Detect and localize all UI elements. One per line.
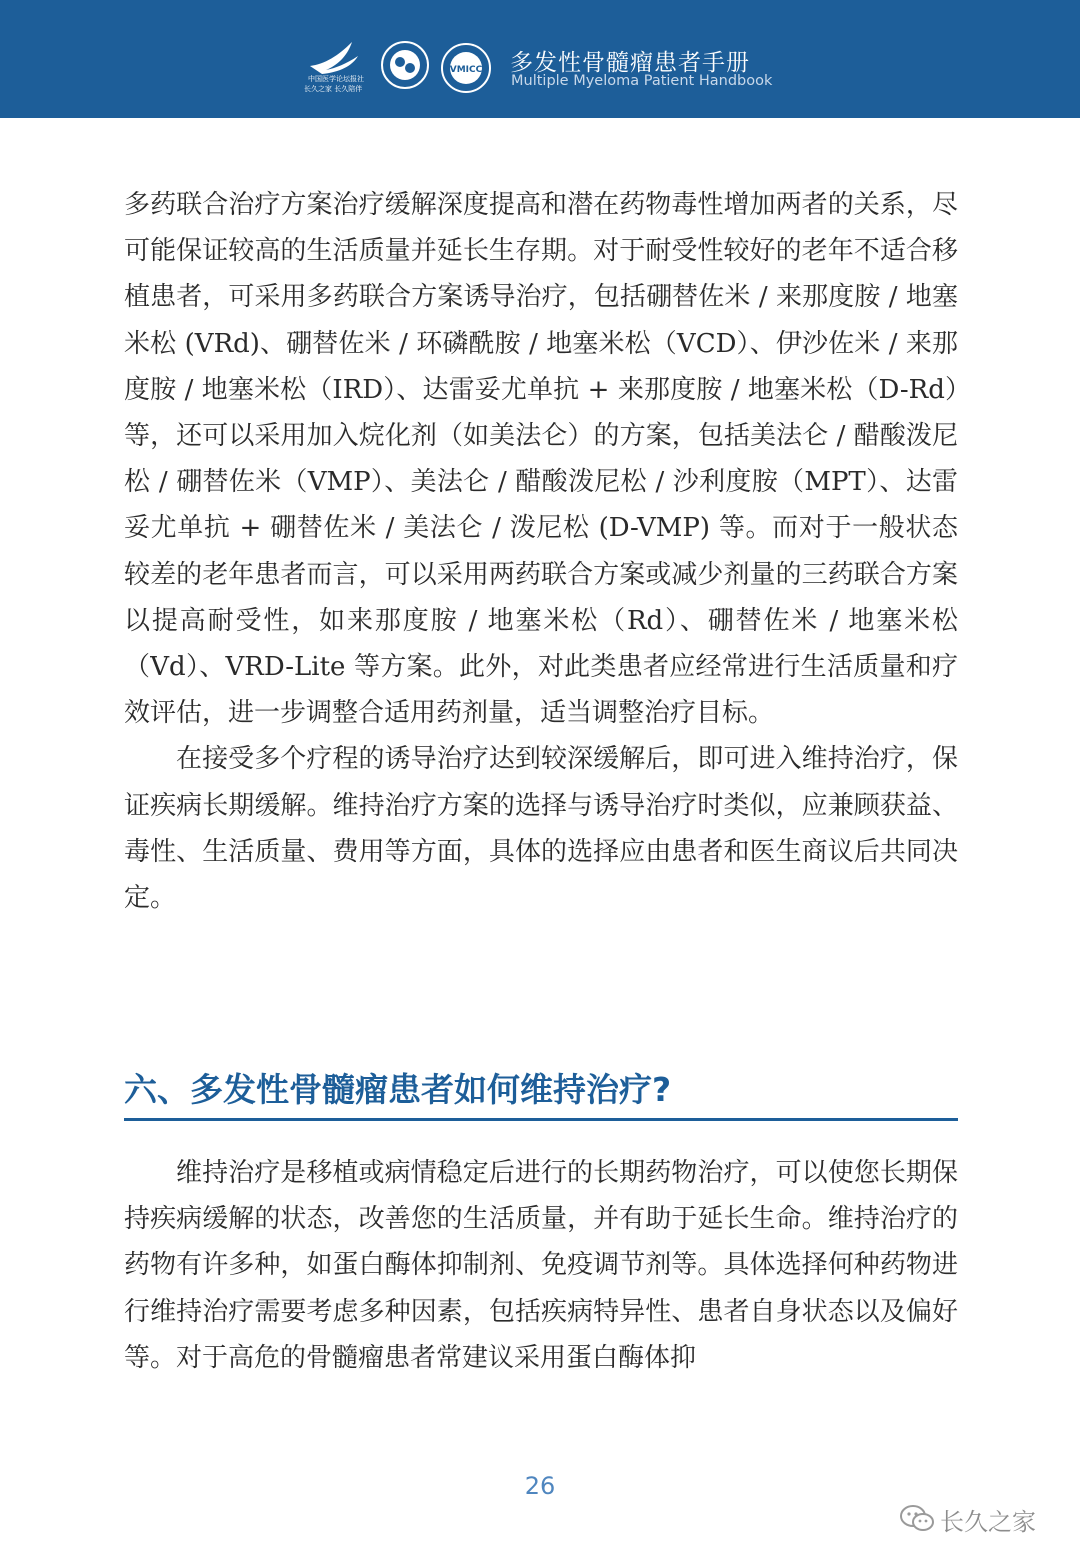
page-number: 26 [524, 1472, 556, 1500]
paragraph-1: 多药联合治疗方案治疗缓解深度提高和潜在药物毒性增加两者的关系，尽可能保证较高的生活质量并延长生存期。对于耐受性较好的老年不适合移植患者，可采用多药联合方案诱导治疗，包括硼替佐米 / 来那度胺 / 地塞米松 (VRd)、硼替佐米 / 环磷酰胺 / 地塞米松（VCD）、伊沙佐米 / 来那度胺 / 地塞米松（IRD）、达雷妥尤单抗 + 来那度胺 / 地塞米松（D-Rd）等，还可以采用加入烷化剂（如美法仑）的方案，包括美法仑 / 醋酸泼尼松 / 硼替佐米（VMP）、美法仑 / 醋酸泼尼松 / 沙利度胺（MPT）、达雷妥尤单抗 + 硼替佐米 / 美法仑 / 泼尼松 (D-VMP) 等。而对于一般状态较差的老年患者而言，可以采用两药联合方案或减少剂量的三药联合方案以提高耐受性，如来那度胺 / 地塞米松（Rd）、硼替佐米 / 地塞米松（Vd）、VRD-Lite 等方案。此外，对此类患者应经常进行生活质量和疗效评估，进一步调整合适用药剂量，适当调整治疗目标。 [124, 190, 958, 729]
section-paragraph-1: 维持治疗是移植或病情稳定后进行的长期药物治疗，可以使您长期保持疾病缓解的状态，改善您的生活质量，并有助于延长生命。维持治疗的药物有许多种，如蛋白酶体抑制剂、免疫调节剂等。具体选择何种药物进行维持治疗需要考虑多种因素，包括疾病特异性、患者自身状态以及偏好等。对于高危的骨髓瘤患者常建议采用蛋白酶体抑 [124, 1158, 958, 1373]
section-heading: 六、多发性骨髓瘤患者如何维持治疗? [124, 1070, 672, 1109]
wechat-icon [898, 1502, 936, 1536]
watermark-text: 长久之家 [940, 1508, 1036, 1536]
paragraph-2: 在接受多个疗程的诱导治疗达到较深缓解后，即可进入维持治疗，保证疾病长期缓解。维持治疗方案的选择与诱导治疗时类似，应兼顾获益、毒性、生活质量、费用等方面，具体的选择应由患者和医生商议后共同决定。 [124, 744, 958, 914]
logo-caption-1: 中国医学论坛报社 [308, 75, 364, 83]
page-header [0, 0, 1080, 118]
vmicc-label: VMICC [449, 65, 483, 75]
section-divider [124, 1118, 958, 1121]
section-body-text [124, 1150, 958, 1381]
society-seal-icon [380, 40, 430, 90]
body-text [124, 182, 958, 921]
logo-caption-2: 长久之家 长久陪伴 [304, 85, 363, 93]
handbook-title-en: Multiple Myeloma Patient Handbook [511, 73, 773, 89]
vmicc-seal-icon [440, 42, 492, 94]
handbook-title-cn: 多发性骨髓瘤患者手册 [510, 50, 750, 76]
